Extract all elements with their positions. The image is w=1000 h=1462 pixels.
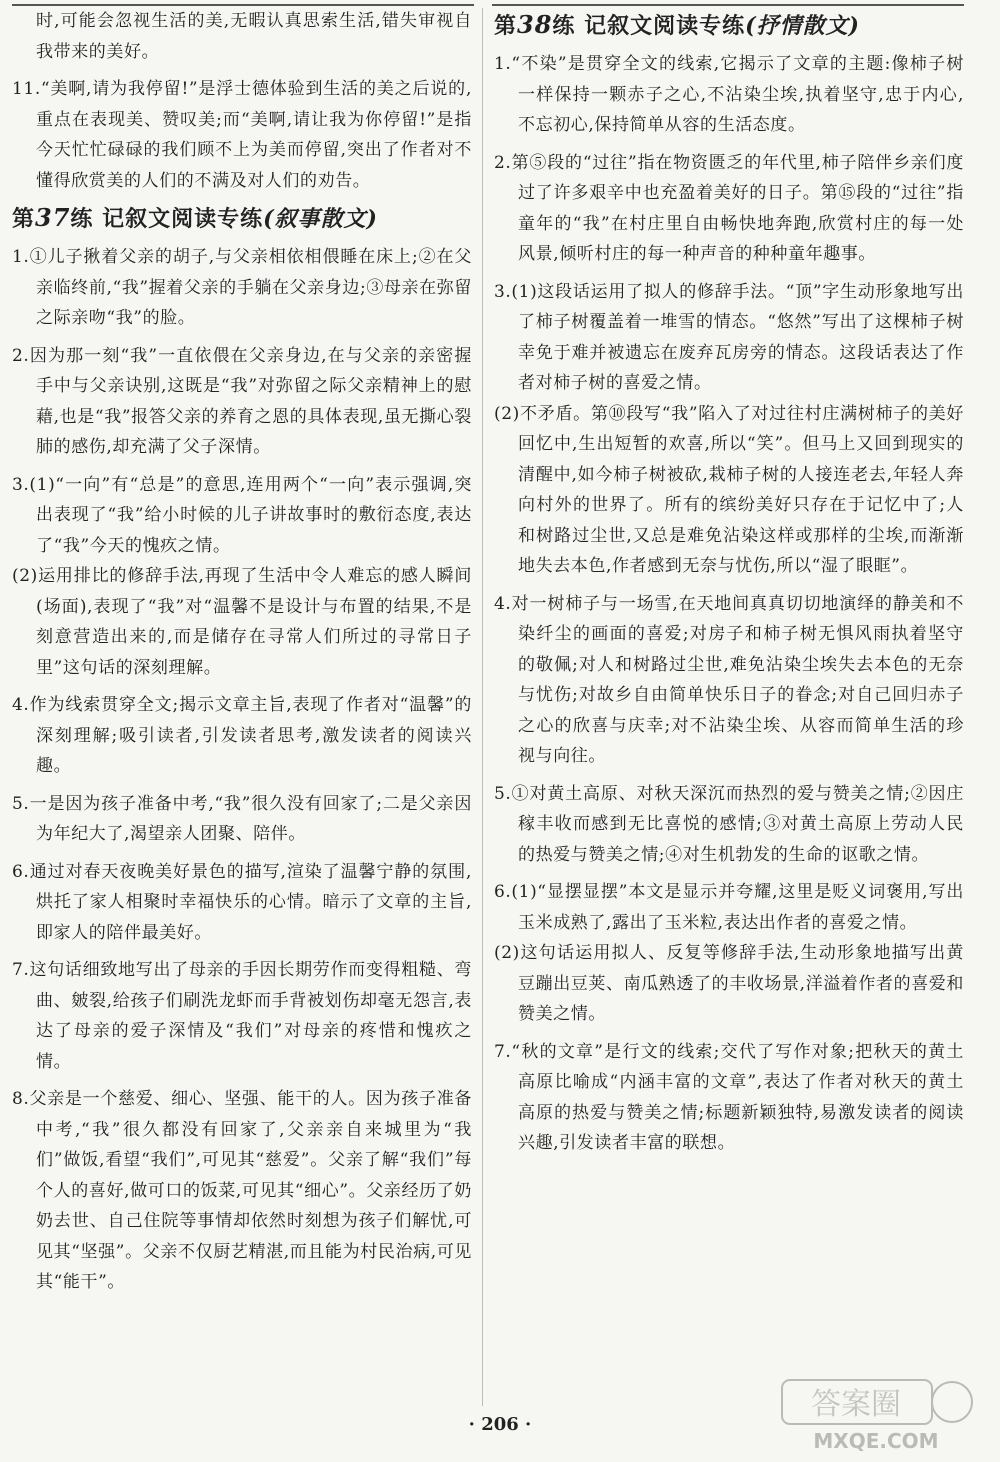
watermark-logo-text: 答案圈 bbox=[811, 1387, 901, 1422]
watermark-site: MXQE.COM bbox=[813, 1429, 939, 1453]
answer-item: 3.(1)“一向”有“总是”的意思,连用两个“一向”表示强调,突出表现了“我”给小时候的儿子讲故事时的敷衍态度,表达了“我”今天的愧疚之情。 (2)运用排比的修辞手法,再现了生活中令人难忘的感人瞬间(场面),表现了“我”对“温馨不是设计与布置的结果,不是刻意营造出来的,而是储存在寻常人们所过的寻常日子里”这句话的深刻理解。 bbox=[12, 470, 472, 684]
answer-item: 7.“秋的文章”是行文的线索;交代了写作对象;把秋天的黄土高原比喻成“内涵丰富的文章”,表达了作者对秋天的黄土高原的热爱与赞美之情;标题新颖独特,易激发读者的阅读兴趣,引发读者丰富的联想。 bbox=[494, 1041, 964, 1153]
answer-item: 2.因为那一刻“我”一直依偎在父亲身边,在与父亲的亲密握手中与父亲诀别,这既是“我”对弥留之际父亲精神上的慰藉,也是“我”报答父亲的养育之恩的具体表现,虽无撕心裂肺的感伤,却充满了父子深情。 bbox=[12, 345, 472, 457]
answer-item: 4.对一树柿子与一场雪,在天地间真真切切地演绎的静美和不染纤尘的画面的喜爱;对房子和柿子树无惧风雨执着坚守的敬佩;对人和树路过尘世,难免沾染尘埃失去本色的无奈与忧伤;对故乡自由简单快乐日子的眷念;对自己回归赤子之心的欣喜与庆幸;对不沾染尘埃、从容而简单生活的珍视与向往。 bbox=[494, 593, 964, 766]
watermark-logo bbox=[776, 1376, 976, 1454]
answer-item: 3.(1)这段话运用了拟人的修辞手法。“顶”字生动形象地写出了柿子树覆盖着一堆雪的情态。“悠然”写出了这棵柿子树幸免于难并被遗忘在废弃瓦房旁的情态。这段话表达了作者对柿子树的喜爱之情。 (2)不矛盾。第⑩段写“我”陷入了对过往村庄满树柿子的美好回忆中,生出短暂的欢喜,所以“笑”。但马上又回到现实的清醒中,如今柿子树被砍,栽柿子树的人接连老去,年轻人奔向村外的世界了。所有的缤纷美好只存在于记忆中了;人和树路过尘世,又总是难免沾染这样或那样的尘埃,而渐渐地失去本色,作者感到无奈与忧伤,所以“湿了眼眶”。 bbox=[494, 277, 964, 582]
answer-item: 1.①儿子揪着父亲的胡子,与父亲相依相偎睡在床上;②在父亲临终前,“我”握着父亲的手躺在父亲身边;③母亲在弥留之际亲吻“我”的脸。 bbox=[12, 247, 472, 328]
section-heading-38: 第38练 记叙文阅读专练(抒情散文) bbox=[494, 10, 860, 39]
answer-item: 2.第⑤段的“过往”指在物资匮乏的年代里,柿子陪伴乡亲们度过了许多艰辛中也充盈着美好的日子。第⑮段的“过往”指童年的“我”在村庄里自由畅快地奔跑,欣赏村庄的每一处风景,倾听村庄的每一种声音的种种童年趣事。 bbox=[494, 152, 964, 264]
right-column bbox=[494, 6, 964, 1166]
answer-item: 8.父亲是一个慈爱、细心、坚强、能干的人。因为孩子准备中考,“我”很久都没有回家了,父亲亲自来城里为“我们”做饭,看望“我们”,可见其“慈爱”。父亲了解“我们”每个人的喜好,做可口的饭菜,可见其“细心”。父亲经历了奶奶去世、自己住院等事情却依然时刻想为孩子们解忧,可见其“坚强”。父亲不仅厨艺精湛,而且能为村民治病,可见其“能干”。 bbox=[12, 1089, 472, 1292]
carry-over-text: 时,可能会忽视生活的美,无暇认真思索生活,错失审视自我带来的美好。 bbox=[36, 11, 472, 62]
answer-item: 4.作为线索贯穿全文;揭示文章主旨,表现了作者对“温馨”的深刻理解;吸引读者,引发读者思考,激发读者的阅读兴趣。 bbox=[12, 695, 472, 776]
answer-subitem: (2)运用排比的修辞手法,再现了生活中令人难忘的感人瞬间(场面),表现了“我”对“温馨不是设计与布置的结果,不是刻意营造出来的,而是储存在寻常人们所过的寻常日子里”这句话的深刻理解。 bbox=[12, 566, 472, 678]
answer-subitem: (2)这句话运用拟人、反复等修辞手法,生动形象地描写出黄豆蹦出豆荚、南瓜熟透了的丰收场景,洋溢着作者的喜爱和赞美之情。 bbox=[494, 943, 965, 1024]
page-number: · 206 · bbox=[468, 1414, 532, 1435]
left-column bbox=[12, 6, 472, 1305]
column-divider bbox=[482, 8, 483, 1406]
answer-item: 7.这句话细致地写出了母亲的手因长期劳作而变得粗糙、弯曲、皴裂,给孩子们刷洗龙虾而手背被划伤却毫无怨言,表达了母亲的爱子深情及“我们”对母亲的疼惜和愧疚之情。 bbox=[12, 960, 472, 1072]
answer-item: 5.①对黄土高原、对秋天深沉而热烈的爱与赞美之情;②因庄稼丰收而感到无比喜悦的感情;③对黄土高原上劳动人民的热爱与赞美之情;④对生机勃发的生命的讴歌之情。 bbox=[494, 783, 964, 865]
section-heading-37: 第37练 记叙文阅读专练(叙事散文) bbox=[12, 203, 378, 232]
answer-item: 1.“不染”是贯穿全文的线索,它揭示了文章的主题:像柿子树一样保持一颗赤子之心,不沾染尘埃,执着坚守,忠于内心,不忘初心,保持简单从容的生活态度。 bbox=[494, 54, 964, 135]
answer-item: 5.一是因为孩子准备中考,“我”很久没有回家了;二是父亲因为年纪大了,渴望亲人团聚、陪伴。 bbox=[12, 793, 472, 844]
answer-subitem: (2)不矛盾。第⑩段写“我”陷入了对过往村庄满树柿子的美好回忆中,生出短暂的欢喜,所以“笑”。但马上又回到现实的清醒中,如今柿子树被砍,栽柿子树的人接连老去,年轻人奔向村外的世界了。所有的缤纷美好只存在于记忆中了;人和树路过尘世,又总是难免沾染这样或那样的尘埃,而渐渐地失去本色,作者感到无奈与忧伤,所以“湿了眼眶”。 bbox=[494, 403, 964, 576]
answer-item: 6.(1)“显摆显摆”本文是显示并夸耀,这里是贬义词褒用,写出玉米成熟了,露出了玉米粒,表达出作者的喜爱之情。 (2)这句话运用拟人、反复等修辞手法,生动形象地描写出黄豆蹦出豆荚、南瓜熟透了的丰收场景,洋溢着作者的喜爱和赞美之情。 bbox=[494, 877, 964, 1030]
answer-item-11: 11.“美啊,请为我停留!”是浮士德体验到生活的美之后说的,重点在表现美、赞叹美;而“美啊,请让我为你停留!”是指今天忙忙碌碌的我们顾不上为美而停留,突出了作者对不懂得欣赏美的人们的不满及对人们的劝告。 bbox=[12, 79, 472, 191]
answer-item: 6.通过对春天夜晚美好景色的描写,渲染了温馨宁静的氛围,烘托了家人相聚时幸福快乐的心情。暗示了文章的主旨,即家人的陪伴最美好。 bbox=[12, 861, 472, 943]
